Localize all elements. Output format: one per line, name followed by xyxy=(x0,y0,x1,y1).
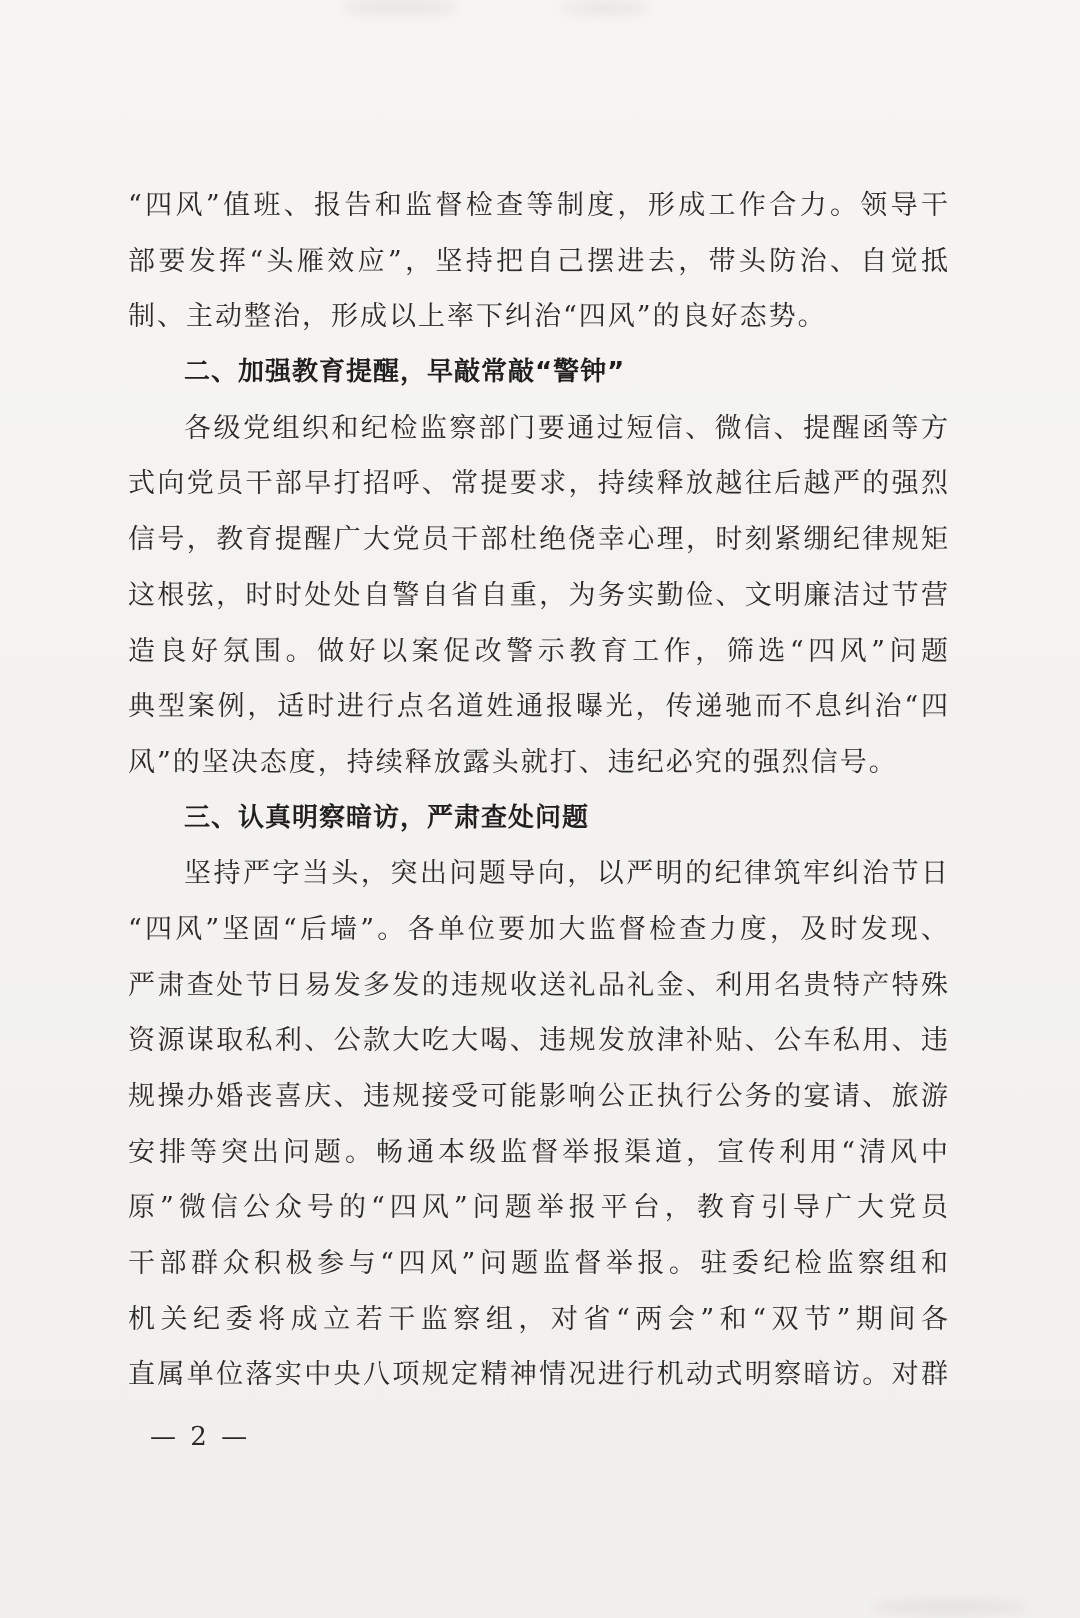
section-heading: 二、加强教育提醒，早敲常敲“警钟” xyxy=(184,357,626,388)
text-line: 这根弦，时时处处自警自省自重，为务实勤俭、文明廉洁过节营 xyxy=(128,579,950,611)
text-line: 原”微信公众号的“四风”问题举报平台，教育引导广大党员 xyxy=(128,1192,950,1224)
section-heading: 三、认真明察暗访，严肃查处问题 xyxy=(184,802,590,833)
text-line: “四风”坚固“后墙”。各单位要加大监督检查力度，及时发现、 xyxy=(128,913,950,945)
text-line: 干部群众积极参与“四风”问题监督举报。驻委纪检监察组和 xyxy=(128,1248,950,1280)
text-line: 造良好氛围。做好以案促改警示教育工作，筛选“四风”问题 xyxy=(128,635,950,667)
text-line: 部要发挥“头雁效应”，坚持把自己摆进去，带头防治、自觉抵 xyxy=(128,245,950,277)
text-line: 制、主动整治，形成以上率下纠治“四风”的良好态势。 xyxy=(128,301,827,333)
text-line: 信号，教育提醒广大党员干部杜绝侥幸心理，时刻紧绷纪律规矩 xyxy=(128,524,950,556)
text-line: 资源谋取私利、公款大吃大喝、违规发放津补贴、公车私用、违 xyxy=(128,1025,950,1057)
text-line: “四风”值班、报告和监督检查等制度，形成工作合力。领导干 xyxy=(128,190,950,221)
text-line: 坚持严字当头，突出问题导向，以严明的纪律筑牢纠治节日 xyxy=(184,858,950,890)
text-line: 各级党组织和纪检监察部门要通过短信、微信、提醒函等方 xyxy=(184,412,950,444)
text-line: 式向党员干部早打招呼、常提要求，持续释放越往后越严的强烈 xyxy=(128,468,950,500)
document-body xyxy=(128,178,950,1403)
text-line: 严肃查处节日易发多发的违规收送礼品礼金、利用名贵特产特殊 xyxy=(128,969,950,1001)
text-line: 风”的坚决态度，持续释放露头就打、违纪必究的强烈信号。 xyxy=(128,746,898,778)
text-line: 安排等突出问题。畅通本级监督举报渠道，宣传利用“清风中 xyxy=(128,1136,950,1168)
text-line: 直属单位落实中央八项规定精神情况进行机动式明察暗访。对群 xyxy=(128,1359,950,1391)
text-line: 机关纪委将成立若干监察组，对省“两会”和“双节”期间各 xyxy=(128,1303,950,1335)
page-number: — 2 — xyxy=(150,1422,251,1452)
text-line: 规操办婚丧喜庆、违规接受可能影响公正执行公务的宴请、旅游 xyxy=(128,1081,950,1112)
text-line: 典型案例，适时进行点名道姓通报曝光，传递驰而不息纠治“四 xyxy=(128,691,950,723)
